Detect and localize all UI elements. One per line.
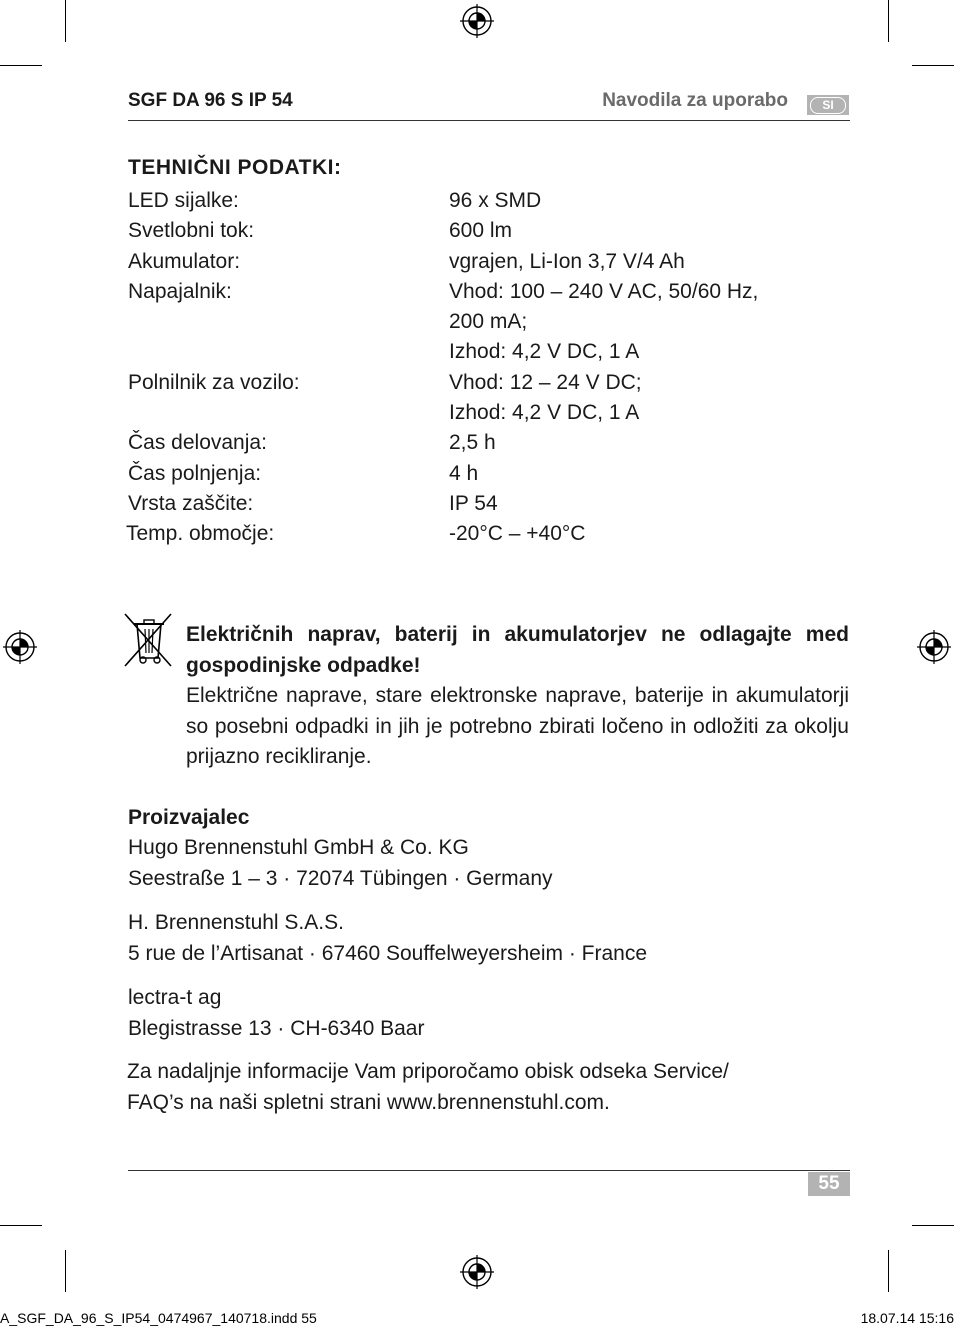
address-line: lectra-t ag [128,986,222,1009]
spec-value [449,186,541,216]
language-badge-label: SI [810,97,846,114]
spec-value-line: Izhod: 4,2 V DC, 1 A [449,340,640,364]
address-block [128,833,828,894]
spec-row [128,247,848,277]
disposal-body: Električne naprave, stare elektronske naprave, baterije in akumulatorji so posebni odpadki in jih je potrebno zbirati ločeno in odložiti za okolju prijazno recikliranje. [186,684,849,768]
spec-value [449,459,478,489]
manufacturer-title: Proizvajalec [128,806,250,829]
model-name: SGF DA 96 S IP 54 [128,90,293,111]
spec-value [449,368,642,429]
spec-row [128,277,848,368]
spec-value-line: IP 54 [449,492,498,515]
spec-value-line: 4 h [449,461,479,485]
spec-value [449,216,512,246]
note-line: FAQ’s na naši spletni strani www.brennenstuhl.com. [127,1090,610,1114]
spec-value-line: vgrajen, Li-Ion 3,7 V/4 Ah [449,249,685,273]
spec-value-line: Vhod: 100 – 240 V AC, 50/60 Hz, [449,279,759,303]
spec-value [449,428,496,458]
spec-value [449,489,498,519]
note-line: Za nadaljnje informacije Vam priporočamo obisk odseka Service/ [127,1060,729,1083]
disposal-heading: Električnih naprav, baterij in akumulatorjev ne odlagajte med gospodinjske odpadke! [186,623,849,677]
header-divider [128,120,850,121]
crop-mark [65,0,66,42]
spec-value [449,247,685,277]
spec-value-line: Izhod: 4,2 V DC, 1 A [449,401,640,425]
spec-value [449,519,585,549]
spec-row [128,489,848,519]
spec-label: Napajalnik: [128,279,232,303]
spec-row [128,519,848,549]
crop-mark [912,65,954,66]
address-line: Blegistrasse 13 · CH-6340 Baar [128,1016,425,1040]
page-number: 55 [808,1172,850,1196]
spec-row [128,459,848,489]
more-info-note [127,1057,827,1118]
crop-mark [65,1250,66,1292]
spec-value-line: -20°C – +40°C [449,522,586,546]
spec-row [128,368,848,429]
spec-value-line: 2,5 h [449,431,496,455]
address-line: 5 rue de l’Artisanat · 67460 Souffelweyersheim · France [128,941,648,965]
spec-value-line: Vhod: 12 – 24 V DC; [449,370,642,394]
crossed-out-wheelie-bin-icon [121,612,175,668]
registration-mark-icon [460,4,494,38]
address-block [128,983,828,1044]
spec-value [449,277,758,368]
disposal-notice [186,620,849,773]
specs-title: TEHNIČNI PODATKI: [128,156,342,179]
spec-label: Čas polnjenja: [128,461,262,485]
crop-mark [0,1225,42,1226]
spec-label: Svetlobni tok: [128,219,255,243]
spec-label: Temp. območje: [126,522,275,546]
registration-mark-icon [460,1255,494,1289]
manual-title: Navodila za uporabo [602,90,788,111]
crop-mark [0,65,42,66]
spec-label: LED sijalke: [128,189,239,212]
spec-row [128,428,848,458]
spec-value-line: 600 lm [449,219,513,243]
spec-label: Čas delovanja: [128,431,267,455]
print-timestamp: 18.07.14 15:16 [860,1310,954,1326]
spec-value-line: 96 x SMD [449,189,542,212]
spec-label: Polnilnik za vozilo: [128,370,300,394]
spec-label: Akumulator: [128,249,241,273]
spec-label: Vrsta zaščite: [128,492,254,515]
address-line: H. Brennenstuhl S.A.S. [128,911,344,934]
crop-mark [912,1225,954,1226]
registration-mark-icon [3,630,37,664]
spec-row [128,186,848,216]
address-block [128,908,828,969]
language-badge [807,95,849,115]
spec-row [128,216,848,246]
footer-divider [128,1170,850,1171]
crop-mark [888,1250,889,1292]
address-line: Seestraße 1 – 3 · 72074 Tübingen · Germany [128,866,553,890]
registration-mark-icon [917,630,951,664]
file-slug: A_SGF_DA_96_S_IP54_0474967_140718.indd 55 [0,1310,317,1326]
address-line: Hugo Brennenstuhl GmbH & Co. KG [128,836,469,859]
spec-value-line: 200 mA; [449,310,528,334]
crop-mark [888,0,889,42]
